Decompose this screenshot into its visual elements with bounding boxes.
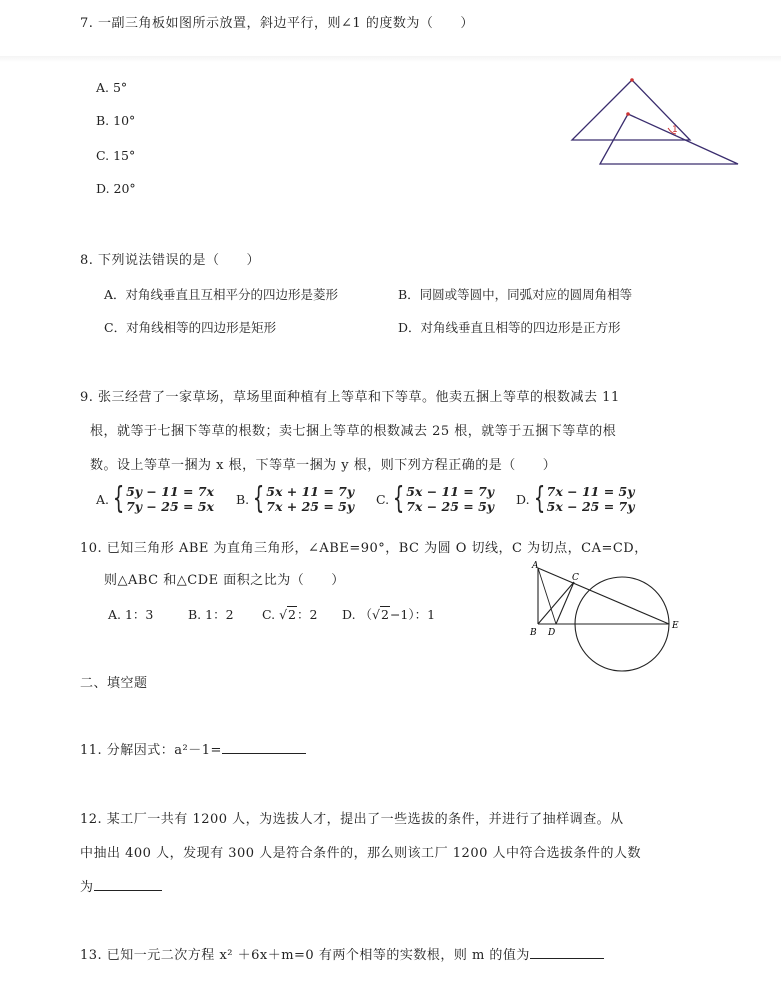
q12-line-3: 为 — [80, 876, 162, 895]
q9-option-a: A. { 5y − 11 = 7x 7y − 25 = 5x — [96, 481, 214, 516]
q8-option-c: C．对角线相等的四边形是矩形 — [104, 320, 277, 335]
small-triangle — [600, 114, 738, 164]
q9-line-1: 9. 张三经营了一家草场，草场里面种植有上等草和下等草。他卖五捆上等草的根数减去 11 — [80, 390, 620, 405]
q13-answer-blank[interactable] — [530, 946, 604, 959]
scan-divider — [0, 56, 781, 62]
q9-option-c: C. { 5x − 11 = 7y 7x − 25 = 5y — [376, 481, 495, 516]
vertex-dot — [626, 112, 630, 116]
q7-option-d: D. 20° — [96, 181, 136, 196]
q8-option-d: D．对角线垂直且相等的四边形是正方形 — [398, 320, 621, 335]
vertex-dot — [630, 78, 634, 82]
q11-stem: 11. 分解因式：a²－1= — [80, 739, 306, 758]
q10-circle-figure — [522, 556, 702, 676]
q10-line-1: 10. 已知三角形 ABE 为直角三角形，∠ABE=90°，BC 为圆 O 切线，C 为切点，CA=CD， — [80, 541, 648, 556]
q8-option-b: B．同圆或等圆中，同弧对应的圆周角相等 — [398, 287, 633, 302]
q9-option-d: D. { 7x − 11 = 5y 5x − 25 = 7y — [516, 481, 635, 516]
q10-option-a: A. 1：3 — [108, 607, 154, 622]
q13-stem: 13. 已知一元二次方程 x² ＋6x＋m=0 有两个相等的实数根，则 m 的值为 — [80, 944, 604, 963]
q10-option-d: D. （√2−1）：1 — [342, 607, 436, 622]
q7-triangle-figure — [560, 70, 750, 170]
q10-option-b: B. 1：2 — [188, 607, 234, 622]
label-d: D — [548, 628, 556, 638]
q7-option-a: A. 5° — [96, 80, 128, 95]
q7-option-b: B. 10° — [96, 113, 136, 128]
label-a: A — [532, 561, 539, 571]
q9-option-b: B. { 5x + 11 = 7y 7x + 25 = 5y — [236, 481, 355, 516]
section-fill-in-title: 二、填空题 — [80, 676, 148, 691]
q10-line-2: 则△ABC 和△CDE 面积之比为（ ） — [104, 573, 345, 588]
angle-1-label: 1 — [672, 125, 678, 135]
q12-line-1: 12. 某工厂一共有 1200 人，为选拔人才，提出了一些选拔的条件，并进行了抽样调查。从 — [80, 812, 624, 827]
q9-line-3: 数。设上等草一捆为 x 根，下等草一捆为 y 根，则下列方程正确的是（ ） — [90, 458, 557, 473]
q10-option-c: C. √2：2 — [262, 607, 318, 622]
label-b: B — [530, 628, 537, 638]
label-c: C — [572, 573, 579, 583]
q7-option-c: C. 15° — [96, 148, 136, 163]
q12-line-2: 中抽出 400 人，发现有 300 人是符合条件的，那么则该工厂 1200 人中符合选拔条件的人数 — [80, 846, 642, 861]
q8-stem: 8. 下列说法错误的是（ ） — [80, 253, 261, 268]
label-e: E — [672, 621, 679, 631]
q9-line-2: 根，就等于七捆下等草的根数；卖七捆上等草的根数减去 25 根，就等于五捆下等草的根 — [90, 424, 617, 439]
q12-answer-blank[interactable] — [94, 878, 162, 891]
q8-option-a: A．对角线垂直且互相平分的四边形是菱形 — [104, 287, 339, 302]
q7-stem: 7. 一副三角板如图所示放置，斜边平行，则∠1 的度数为（ ） — [80, 16, 474, 31]
q11-answer-blank[interactable] — [222, 741, 306, 754]
